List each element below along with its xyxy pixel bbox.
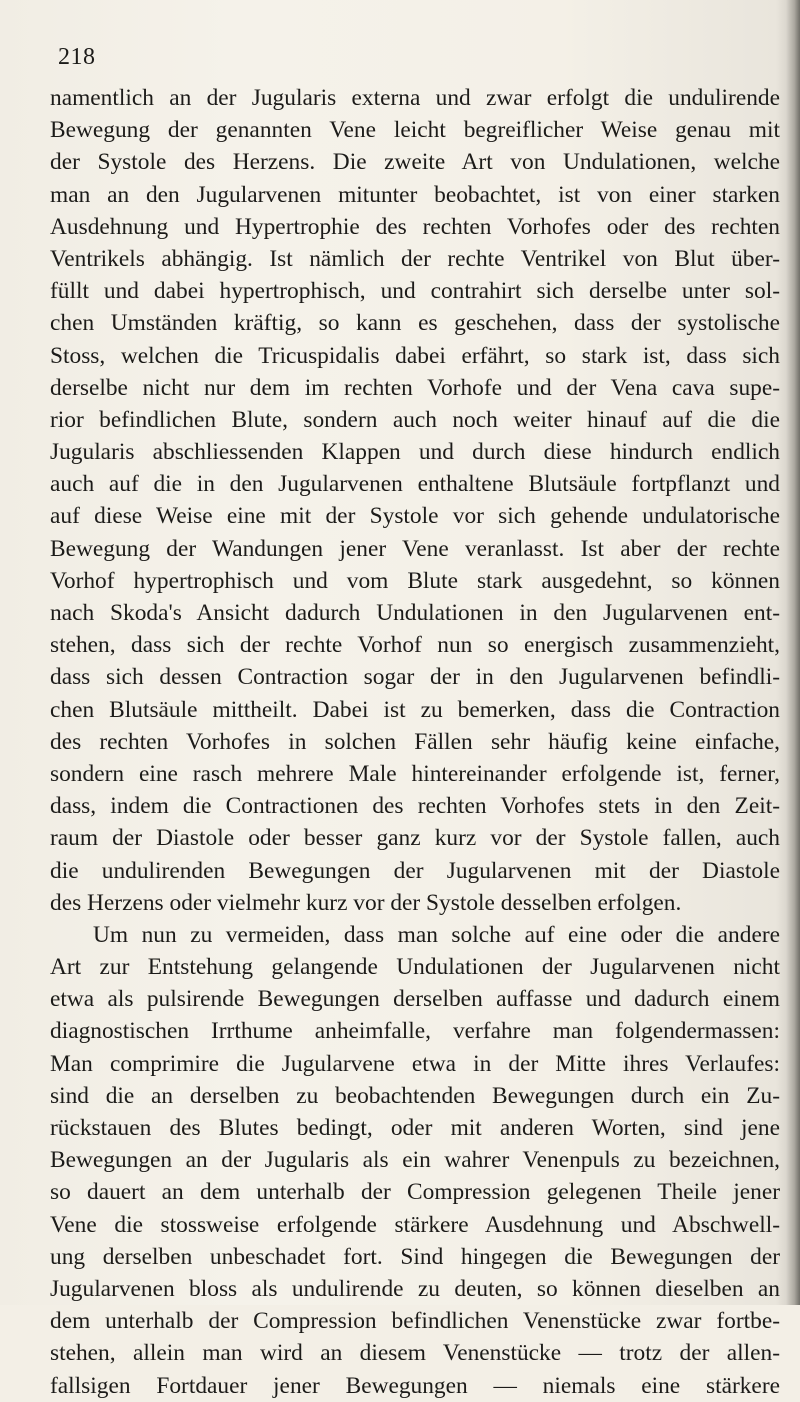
text-line: stehen, dass sich der rechte Vorhof nun so energisch zusammenzieht,: [50, 632, 780, 659]
text-line: dass sich dessen Contraction sogar der in den Jugularvenen befindli-: [50, 664, 780, 691]
text-line: sind die an derselben zu beobachtenden Bewegungen durch ein Zu-: [50, 1082, 780, 1109]
text-line: Vene die stossweise erfolgende stärkere Ausdehnung und Abschwell-: [50, 1211, 780, 1238]
text-line: auch auf die in den Jugularvenen enthaltene Blutsäule fortpflanzt und: [50, 471, 780, 498]
page-edge-shadow: [786, 0, 800, 1305]
text-line: chen Blutsäule mittheilt. Dabei ist zu bemerken, dass die Contraction: [50, 696, 780, 723]
text-line: Bewegung der Wandungen jener Vene veranlasst. Ist aber der rechte: [50, 535, 780, 562]
text-line: so dauert an dem unterhalb der Compression gelegenen Theile jener: [50, 1179, 780, 1206]
text-line: namentlich an der Jugularis externa und zwar erfolgt die undulirende: [50, 85, 780, 111]
text-line: auf diese Weise eine mit der Systole vor sich gehende undulatorische: [50, 503, 780, 530]
text-line: Stoss, welchen die Tricuspidalis dabei erfährt, so stark ist, dass sich: [50, 342, 780, 369]
text-line: nach Skoda's Ansicht dadurch Undulationen in den Jugularvenen ent-: [50, 600, 780, 626]
text-line: Bewegung der genannten Vene leicht begreiflicher Weise genau mit: [50, 117, 780, 144]
body-text: [50, 82, 780, 1402]
text-line: der Systole des Herzens. Die zweite Art von Undulationen, welche: [50, 149, 780, 176]
text-line: chen Umständen kräftig, so kann es geschehen, dass der systolische: [50, 310, 780, 337]
text-line: Ventrikels abhängig. Ist nämlich der rechte Ventrikel von Blut über-: [50, 245, 780, 272]
text-line: stehen, allein man wird an diesem Venenstücke — trotz der allen-: [50, 1340, 780, 1367]
text-line: rior befindlichen Blute, sondern auch noch weiter hinauf auf die die: [50, 406, 780, 433]
text-line: Jugularis abschliessenden Klappen und durch diese hindurch endlich: [50, 439, 780, 466]
text-line: man an den Jugularvenen mitunter beobachtet, ist von einer starken: [50, 181, 780, 208]
text-line: Vorhof hypertrophisch und vom Blute stark ausgedehnt, so können: [50, 567, 780, 594]
text-line: dem unterhalb der Compression befindlichen Venenstücke zwar fortbe-: [50, 1308, 780, 1335]
text-line: Um nun zu vermeiden, dass man solche auf eine oder die andere: [93, 921, 780, 948]
text-line: etwa als pulsirende Bewegungen derselben auffasse und dadurch einem: [50, 986, 780, 1013]
text-line: Ausdehnung und Hypertrophie des rechten Vorhofes oder des rechten: [50, 213, 780, 240]
text-line: des rechten Vorhofes in solchen Fällen sehr häufig keine einfache,: [50, 728, 780, 755]
text-line: Bewegungen an der Jugularis als ein wahrer Venenpuls zu bezeichnen,: [50, 1147, 780, 1174]
text-line: derselbe nicht nur dem im rechten Vorhofe und der Vena cava supe-: [50, 374, 780, 401]
text-line: Jugularvenen bloss als undulirende zu deuten, so können dieselben an: [50, 1275, 780, 1302]
text-line: rückstauen des Blutes bedingt, oder mit anderen Worten, sind jene: [50, 1115, 780, 1141]
text-line: raum der Diastole oder besser ganz kurz vor der Systole fallen, auch: [50, 825, 780, 852]
text-line: Man comprimire die Jugularvene etwa in der Mitte ihres Verlaufes:: [50, 1050, 780, 1077]
text-line: füllt und dabei hypertrophisch, und contrahirt sich derselbe unter sol-: [50, 278, 780, 305]
text-line: Art zur Entstehung gelangende Undulationen der Jugularvenen nicht: [50, 954, 780, 981]
text-line: diagnostischen Irrthume anheimfalle, verfahre man folgendermassen:: [50, 1018, 780, 1045]
page-number: 218: [58, 44, 96, 70]
text-line: die undulirenden Bewegungen der Jugularvenen mit der Diastole: [50, 857, 780, 884]
text-line: fallsigen Fortdauer jener Bewegungen — niemals eine stärkere: [50, 1372, 780, 1399]
text-line: ung derselben unbeschadet fort. Sind hingegen die Bewegungen der: [50, 1243, 780, 1270]
text-line: sondern eine rasch mehrere Male hintereinander erfolgende ist, ferner,: [50, 760, 780, 787]
text-line: des Herzens oder vielmehr kurz vor der Systole desselben erfolgen.: [50, 889, 682, 916]
text-line: dass, indem die Contractionen des rechten Vorhofes stets in den Zeit-: [50, 793, 780, 820]
